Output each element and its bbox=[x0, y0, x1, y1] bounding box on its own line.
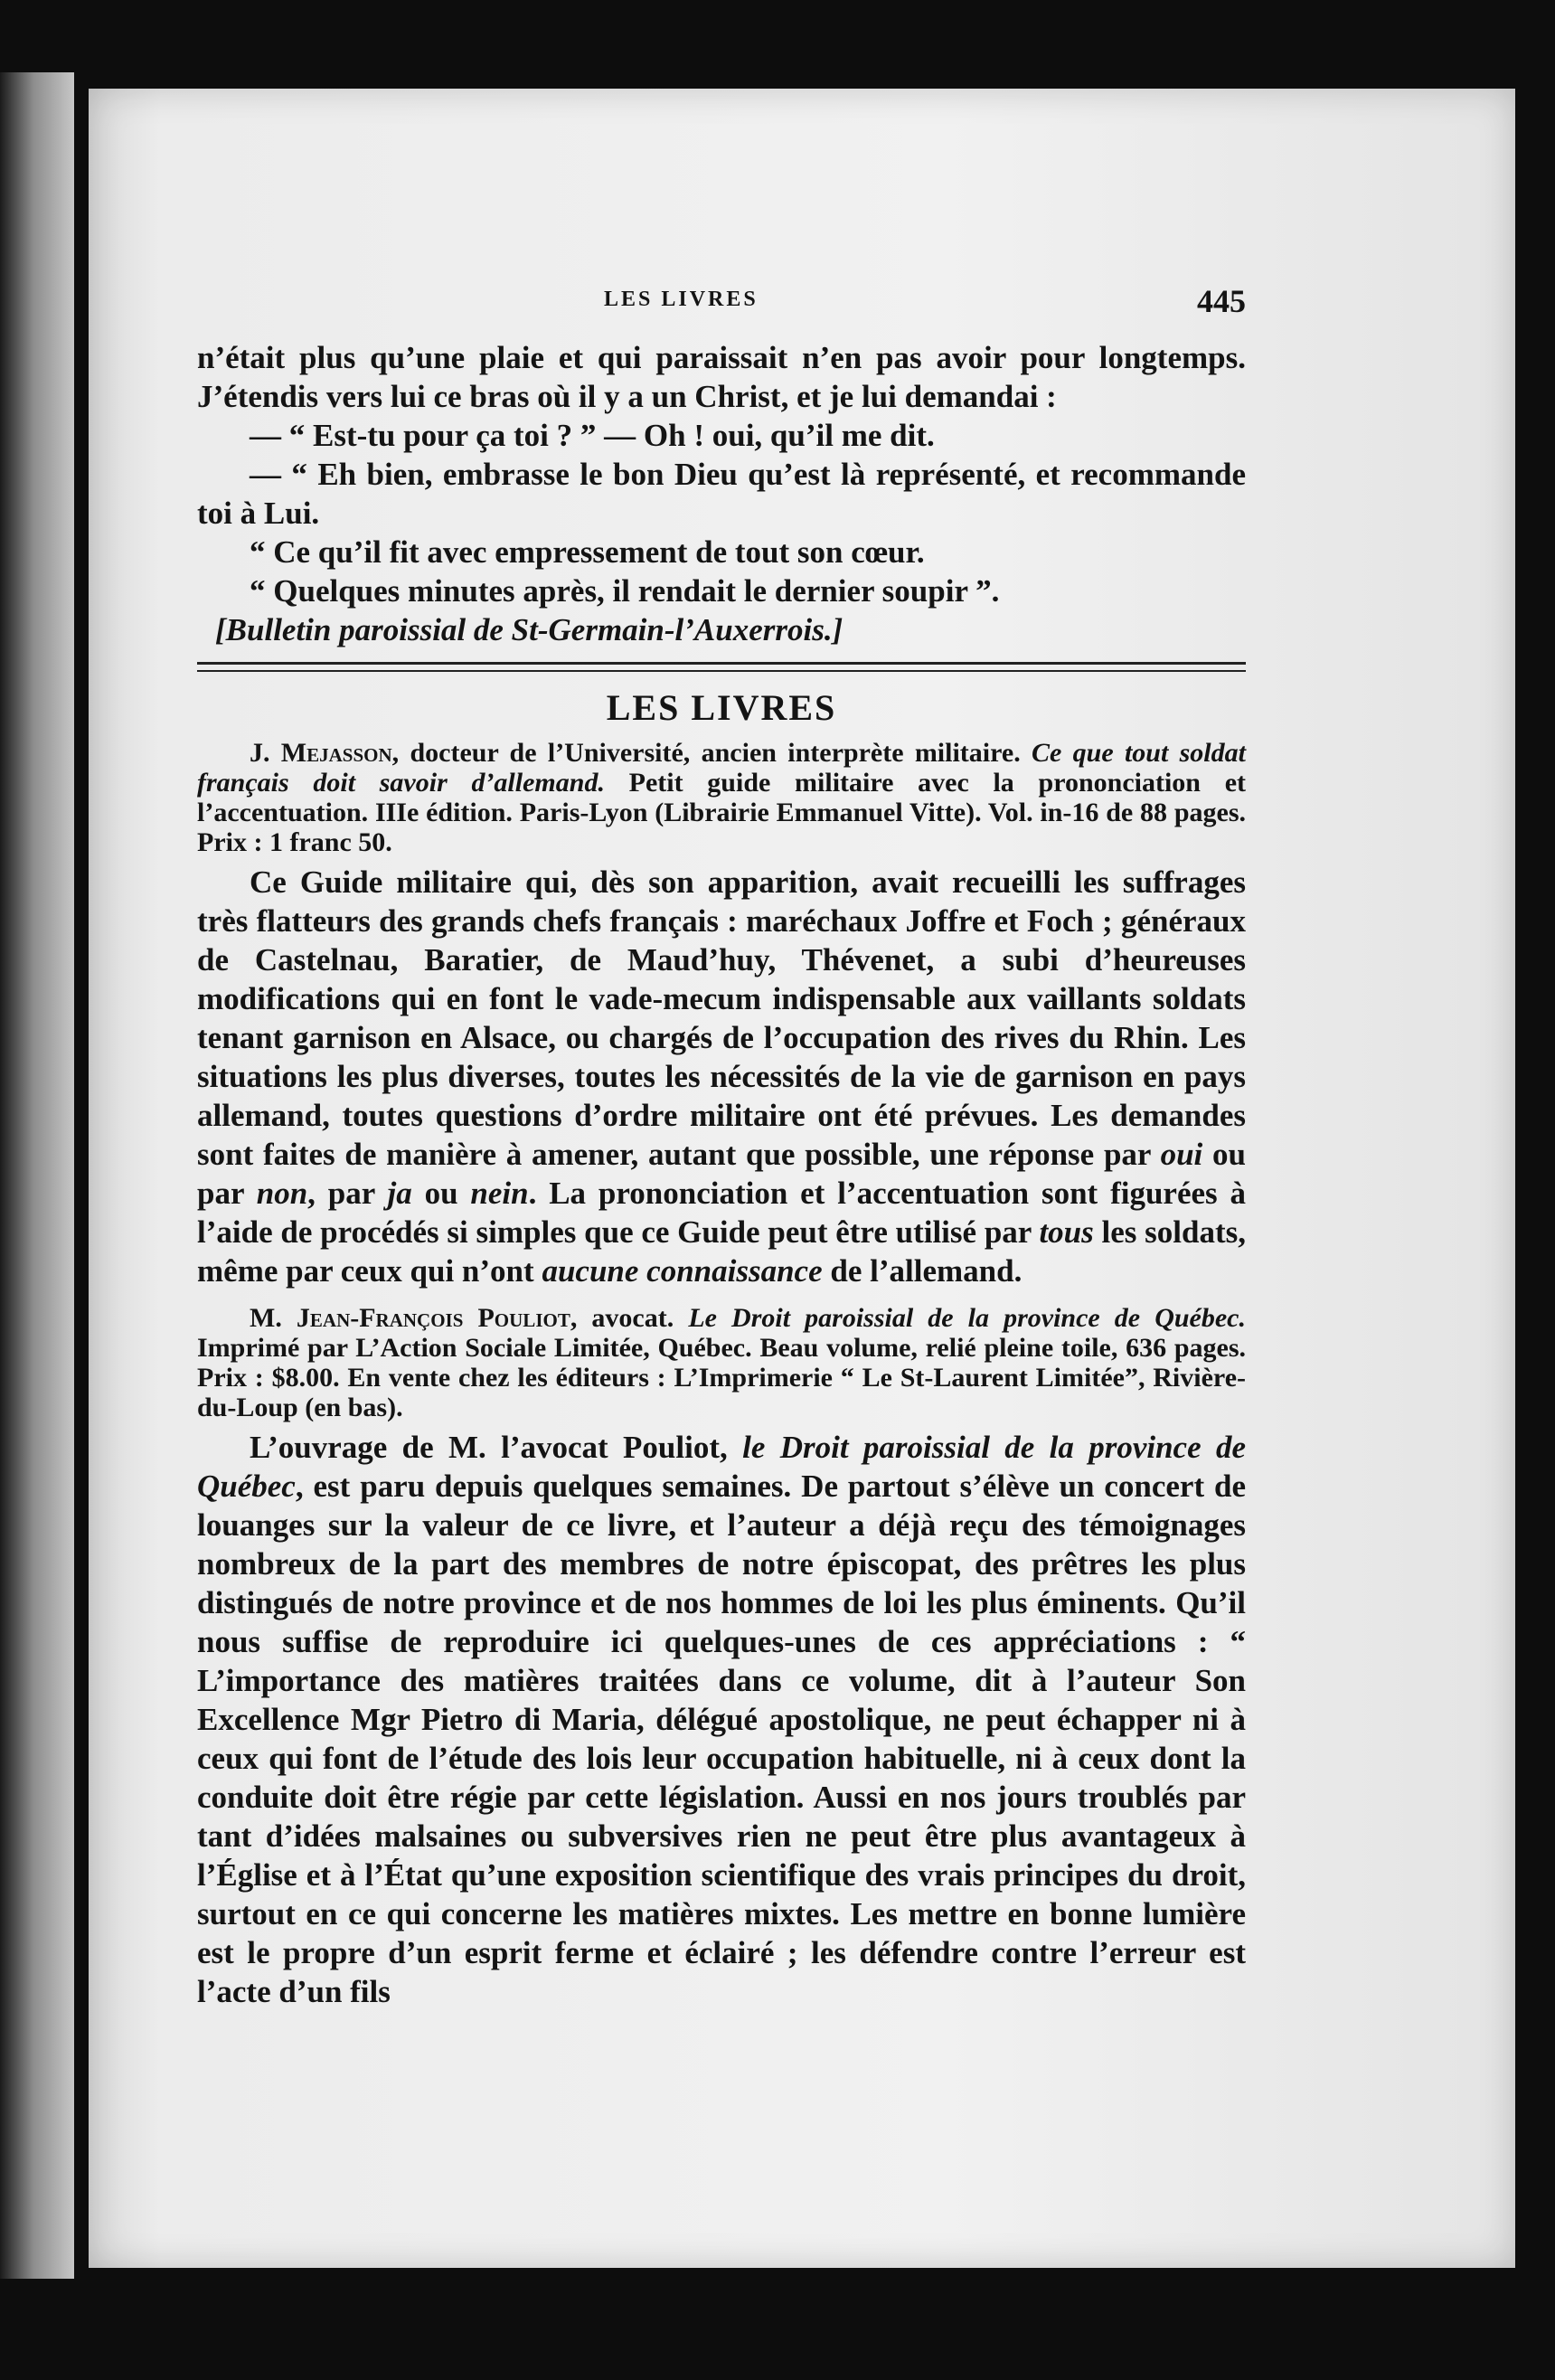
source-citation: [Bulletin paroissial de St-Germain-l’Auxerrois.] bbox=[215, 612, 843, 647]
section-heading: LES LIVRES bbox=[606, 687, 837, 728]
previous-page-edge bbox=[0, 72, 74, 2279]
book-entry-mejasson: J. Mejasson, docteur de l’Université, ancien interprète militaire. Ce que tout soldat français doit savoir d’allemand. Petit guide militaire avec la prononciation et l’accentuation. IIIe édition. Paris-Lyon (Librairie Emmanuel Vitte). Vol. in-16 de 88 pages. Prix : 1 franc 50. bbox=[197, 738, 1246, 857]
page-number: 445 bbox=[1197, 283, 1246, 319]
book-entry-pouliot: M. Jean-François Pouliot, avocat. Le Droit paroissial de la province de Québec. Imprimé par L’Action Sociale Limitée, Québec. Beau volume, relié pleine toile, 636 pages. Prix : $8.00. En vente chez les éditeurs : L’Imprimerie “ Le St-Laurent Limitée”, Rivière-du-Loup (en bas). bbox=[197, 1303, 1246, 1422]
continued-quote-1: “ Ce qu’il fit avec empressement de tout son cœur. bbox=[250, 534, 925, 570]
book-title: Le Droit paroissial de la province de Québec. bbox=[688, 1303, 1246, 1333]
review-paragraph-pouliot: L’ouvrage de M. l’avocat Pouliot, le Droit paroissial de la province de Québec, est paru depuis quelques semaines. De partout s’élève un concert de louanges sur la valeur de ce livre, et l’auteur a déjà reçu des témoignages nombreux de la part des membres de notre épiscopat, des prêtres les plus distingués de notre province et de nos hommes de loi les plus éminents. Qu’il nous suffise de reproduire ici quelques-unes de ces appréciations : “ L’importance des matières traitées dans ce volume, dit à l’auteur Son Excellence Mgr Pietro di Maria, délégué apostolique, ne peut échapper ni à ceux qui font de l’étude des lois leur occupation habituelle, ni à ceux dont la conduite doit être régie par cette législation. Aussi en nos jours troublés par tant d’idées malsaines ou subversives rien ne peut être plus avantageux à l’Église et à l’État qu’une exposition scientifique des vrais principes du droit, surtout en ce qui concerne les matières mixtes. Les mettre en bonne lumière est le propre d’un esprit ferme et éclairé ; les défendre contre l’erreur est l’acte d’un fils bbox=[197, 1430, 1246, 2009]
continued-quote-2: “ Quelques minutes après, il rendait le dernier soupir ”. bbox=[250, 573, 1000, 609]
running-title: LES LIVRES bbox=[604, 288, 759, 311]
section-divider bbox=[197, 662, 1246, 672]
review-paragraph-mejasson: Ce Guide militaire qui, dès son apparition, avait recueilli les suffrages très flatteurs des grands chefs français : maréchaux Joffre et Foch ; généraux de Castelnau, Baratier, de Maud’huy, Thévenet, a subi d’heureuses modifications qui en font le vade-mecum indispensable aux vaillants soldats tenant garnison en Alsace, ou chargés de l’occupation des rives du Rhin. Les situations les plus diverses, toutes les nécessités de la vie de garnison en pays allemand, toutes questions d’ordre militaire ont été prévues. Les demandes sont faites de manière à amener, autant que possible, une réponse par oui ou par non, par ja ou nein. La prononciation et l’accentuation sont figurées à l’aide de procédés si simples que ce Guide peut être utilisé par tous les soldats, même par ceux qui n’ont aucune connaissance de l’allemand. bbox=[197, 864, 1247, 1289]
book-author: M. Jean-François Pouliot, bbox=[250, 1303, 578, 1333]
continued-paragraph: n’était plus qu’une plaie et qui paraissait n’en pas avoir pour longtemps. J’étendis vers lui ce bras où il y a un Christ, et je lui demandai : bbox=[197, 340, 1246, 414]
book-author: J. Mejasson, bbox=[250, 738, 400, 768]
running-head bbox=[197, 283, 1246, 338]
page-text bbox=[197, 283, 1247, 2011]
book-title: Ce que tout soldat français doit savoir d’allemand. bbox=[197, 738, 1246, 798]
continued-dialogue-1: — “ Est-tu pour ça toi ? ” — Oh ! oui, qu’il me dit. bbox=[250, 418, 935, 453]
continued-dialogue-2: — “ Eh bien, embrasse le bon Dieu qu’est là représenté, et recommande toi à Lui. bbox=[197, 457, 1246, 531]
